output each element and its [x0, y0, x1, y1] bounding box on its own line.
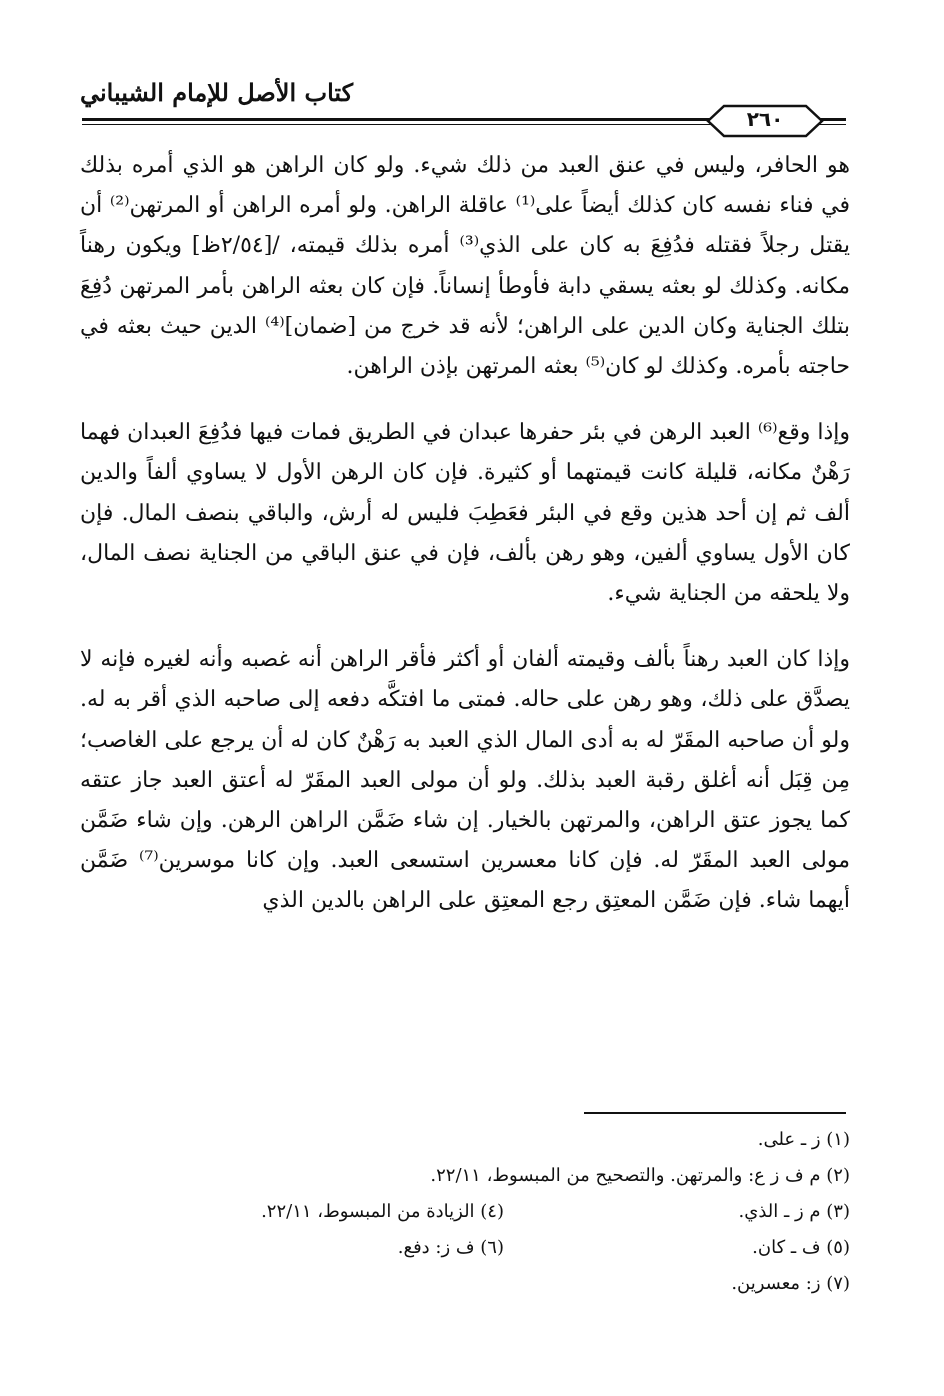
- footnote-5: (٥) ف ـ كان.: [752, 1237, 850, 1258]
- main-text: [80, 146, 850, 922]
- footnote-row: [80, 1266, 850, 1302]
- footnote-row: [80, 1194, 850, 1230]
- footnote-6: (٦) ف ز: دفع.: [397, 1237, 504, 1258]
- footnote-row: [80, 1158, 850, 1194]
- page-number-box: [706, 104, 824, 138]
- footnote-1: (١) ز ـ على.: [757, 1129, 850, 1150]
- footnotes: [80, 1122, 850, 1302]
- paragraph: هو الحافر، وليس في عنق العبد من ذلك شيء. ولو كان الراهن هو الذي أمره بذلك في فناء نفسه كان كذلك أيضاً على⁽¹⁾ عاقلة الراهن. ولو أمره الراهن أو المرتهن⁽²⁾ أن يقتل رجلاً فقتله فدُفِعَ به كان على الذي⁽³⁾ أمره بذلك قيمته، /[٢/٥٤ظ] ويكون رهناً مكانه. وكذلك لو بعثه يسقي دابة فأوطأ إنساناً. فإن كان بعثه الراهن بأمر المرتهن دُفِعَ بتلك الجناية وكان الدين على الراهن؛ لأنه قد خرج من [ضمان]⁽⁴⁾ الدين حيث بعثه في حاجته بأمره. وكذلك لو كان⁽⁵⁾ بعثه المرتهن بإذن الراهن.: [80, 153, 851, 380]
- footnote-3: (٣) م ز ـ الذي.: [738, 1201, 850, 1222]
- paragraph: وإذا كان العبد رهناً بألف وقيمته ألفان أو أكثر فأقر الراهن أنه غصبه وأنه لغيره فإنه لا يصدَّق على ذلك، وهو رهن على حاله. فمتى ما افتكَّه دفعه إلى صاحبه الذي أقر به له. ولو أن صاحبه المقَرّ له به أدى المال الذي العبد به رَهْنٌ كان له أن يرجع على الغاصب؛ مِن قِبَل أنه أغلق رقبة العبد بذلك. ولو أن مولى العبد المقَرّ له أعتق العبد جاز عتقه كما يجوز عتق الراهن، والمرتهن بالخيار. إن شاء ضَمَّن الراهن الرهن. وإن شاء ضَمَّن مولى العبد المقَرّ له. فإن كانا معسرين استسعى العبد. وإن كانا موسرين⁽⁷⁾ ضَمَّن أيهما شاء. فإن ضَمَّن المعتِق رجع المعتِق على الراهن بالدين الذي: [80, 647, 850, 914]
- footnote-row: [80, 1122, 850, 1158]
- page-number: ٢٦٠: [746, 107, 784, 131]
- footnote-2: (٢) م ف ز ع: والمرتهن. والتصحيح من المبسوط، ٢٢/١١.: [430, 1165, 850, 1186]
- footnote-7: (٧) ز: معسرين.: [731, 1273, 850, 1294]
- footnote-separator: [584, 1112, 846, 1114]
- footnote-row: [80, 1230, 850, 1266]
- running-header-title: كتاب الأصل للإمام الشيباني: [80, 78, 354, 107]
- footnote-4: (٤) الزيادة من المبسوط، ٢٢/١١.: [261, 1201, 504, 1222]
- paragraph: وإذا وقع⁽⁶⁾ العبد الرهن في بئر حفرها عبدان في الطريق فمات فيها فدُفِعَ العبدان فهما رَهْنٌ مكانه، قليلة كانت قيمتهما أو كثيرة. فإن كان الرهن الأول لا يساوي ألفاً والدين ألف ثم إن أحد هذين وقع في البئر فعَطِبَ فليس له أرش، والباقي بنصف المال. فإن كان الأول يساوي ألفين، وهو رهن بألف، فإن في عنق الباقي من الجناية نصف المال، ولا يلحقه من الجناية شيء.: [80, 420, 850, 607]
